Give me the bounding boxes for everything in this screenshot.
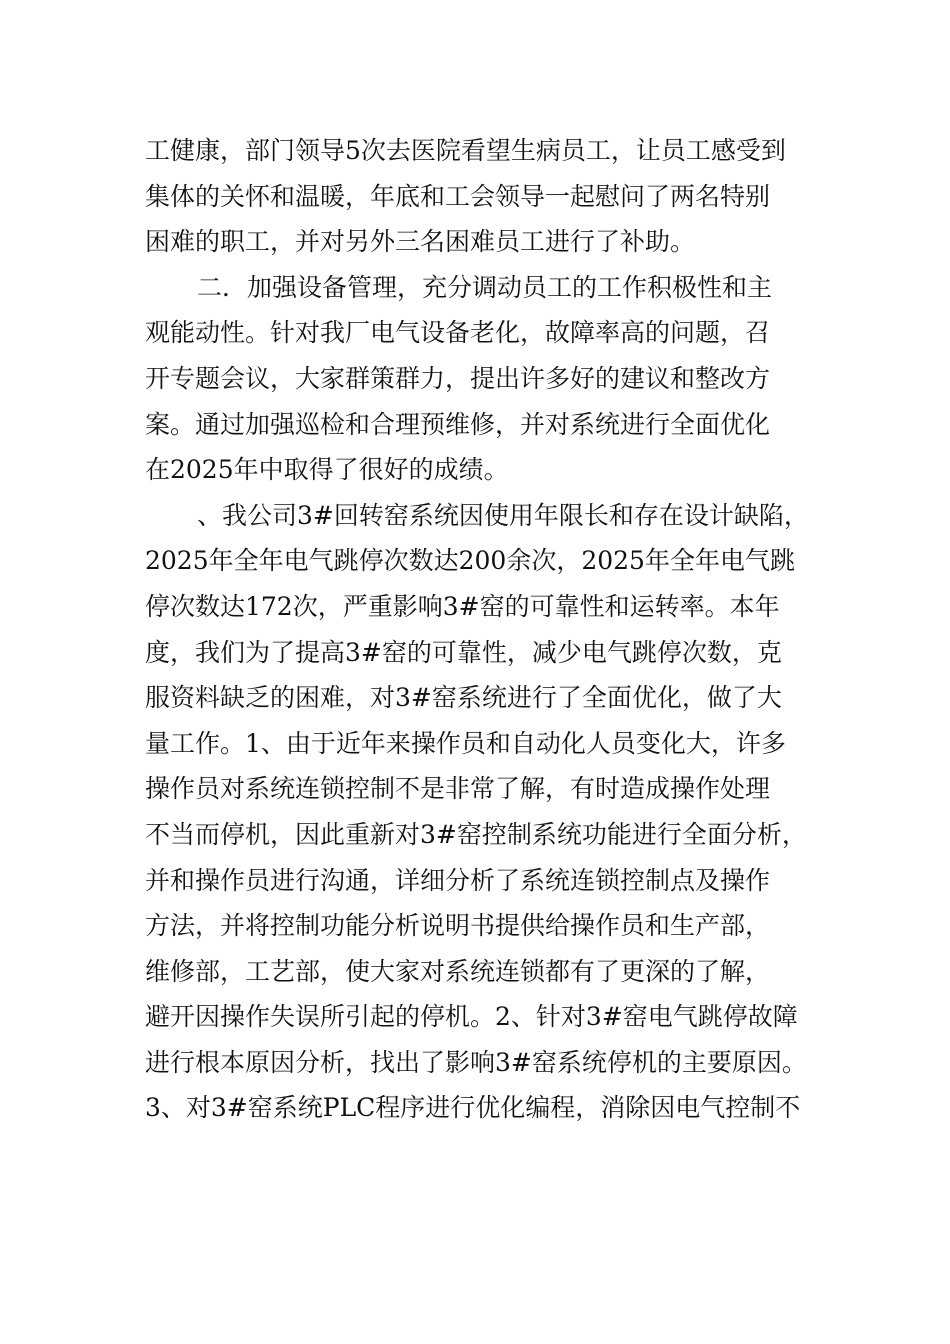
text-line: 不当而停机，因此重新对3#窑控制系统功能进行全面分析， <box>145 819 807 849</box>
text-line: 3、对3#窑系统PLC程序进行优化编程，消除因电气控制不 <box>145 1093 801 1123</box>
text-line: 开专题会议，大家群策群力，提出许多好的建议和整改方 <box>145 363 771 393</box>
text-line: 停次数达172次，严重影响3#窑的可靠性和运转率。本年 <box>145 591 780 621</box>
text-line: 观能动性。针对我厂电气设备老化，故障率高的问题，召 <box>145 318 771 348</box>
text-line: 操作员对系统连锁控制不是非常了解，有时造成操作处理 <box>145 774 771 804</box>
paragraph-start-line: 、我公司3#回转窑系统因使用年限长和存在设计缺陷， <box>197 500 809 530</box>
text-line: 方法，并将控制功能分析说明书提供给操作员和生产部， <box>145 911 771 941</box>
text-line: 集体的关怀和温暖，年底和工会领导一起慰问了两名特别 <box>145 181 771 211</box>
text-line: 避开因操作失误所引起的停机。2、针对3#窑电气跳停故障 <box>145 1002 798 1032</box>
text-line: 维修部，工艺部，使大家对系统连锁都有了更深的了解， <box>145 956 771 986</box>
text-line: 度，我们为了提高3#窑的可靠性，减少电气跳停次数，克 <box>145 637 782 667</box>
text-line: 工健康，部门领导5次去医院看望生病员工，让员工感受到 <box>145 136 786 165</box>
text-line: 并和操作员进行沟通，详细分析了系统连锁控制点及操作 <box>145 865 771 895</box>
text-line: 案。通过加强巡检和合理预维修，并对系统进行全面优化 <box>145 409 771 439</box>
text-line: 在2025年中取得了很好的成绩。 <box>145 455 509 485</box>
text-line: 进行根本原因分析，找出了影响3#窑系统停机的主要原因。 <box>145 1047 807 1077</box>
text-line: 量工作。1、由于近年来操作员和自动化人员变化大，许多 <box>145 728 786 758</box>
text-line: 2025年全年电气跳停次数达200余次，2025年全年电气跳 <box>145 546 795 576</box>
text-line: 服资料缺乏的困难，对3#窑系统进行了全面优化，做了大 <box>145 683 782 713</box>
paragraph-start-line: 二．加强设备管理，充分调动员工的工作积极性和主 <box>197 272 773 302</box>
body-text <box>145 128 810 1131</box>
text-line: 困难的职工，并对另外三名困难员工进行了补助。 <box>145 227 696 257</box>
